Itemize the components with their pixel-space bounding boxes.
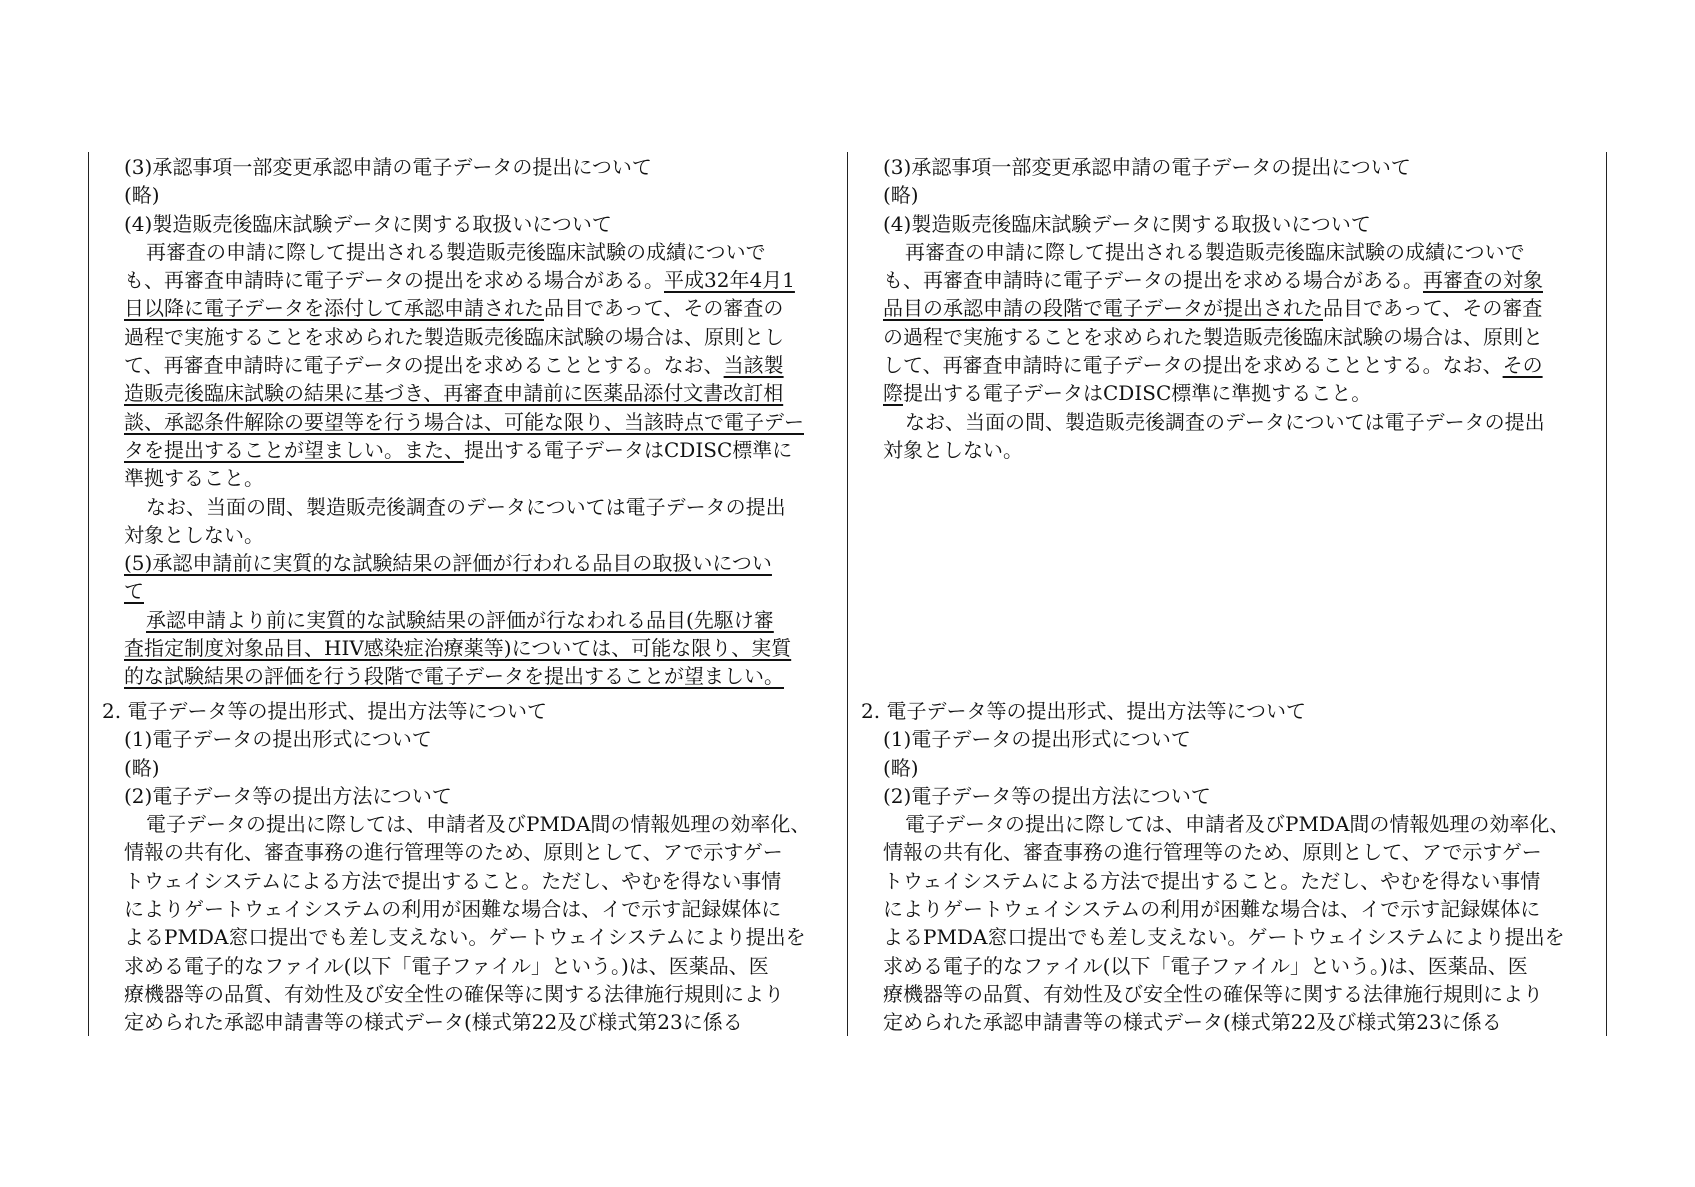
text-line [853, 379, 1583, 407]
text-segment: よるPMDA窓口提出でも差し支えない。ゲートウェイシステムにより提出を [883, 925, 1565, 950]
text-line [94, 181, 824, 209]
text-segment: (略) [883, 755, 919, 780]
text-segment: (3)承認事項一部変更承認申請の電子データの提出について [124, 155, 652, 179]
text-line [94, 464, 824, 492]
text-segment: 求める電子的なファイル(以下「電子ファイル」という。)は、医薬品、医 [883, 953, 1528, 978]
text-segment: トウェイシステムによる方法で提出すること。ただし、やむを得ない事情 [124, 868, 782, 893]
text-line [94, 408, 824, 436]
text-segment: 2. 電子データ等の提出形式、提出方法等について [102, 699, 548, 723]
underlined-text-segment: 的な試験結果の評価を行う段階で電子データを提出することが望ましい。 [124, 664, 784, 689]
text-segment: 情報の共有化、審査事務の進行管理等のため、原則として、アで示すゲー [883, 840, 1542, 865]
right-column-original-text [853, 153, 1583, 1037]
text-line [94, 351, 824, 379]
underlined-text-segment: 日以降に電子データを添付して承認申請された [124, 296, 544, 321]
text-line [94, 577, 824, 605]
text-segment: 定められた承認申請書等の様式データ(様式第22及び様式第23に係る [124, 1010, 743, 1035]
text-line [94, 952, 824, 980]
text-segment: (略) [124, 183, 160, 208]
text-line [853, 810, 1583, 838]
text-line [853, 238, 1583, 266]
text-segment: (2)電子データ等の提出方法について [883, 783, 1211, 808]
text-segment: も、再審査申請時に電子データの提出を求める場合がある。 [883, 268, 1423, 293]
right-border-line [1606, 152, 1607, 1036]
underlined-text-segment: 際 [883, 381, 903, 406]
text-line [94, 697, 824, 725]
text-segment: 情報の共有化、審査事務の進行管理等のため、原則として、アで示すゲー [124, 840, 783, 865]
text-segment: 品目であって、その審査 [1323, 296, 1543, 321]
text-line [94, 379, 824, 407]
text-segment: 対象としない。 [124, 522, 264, 547]
underlined-text-segment: タを提出することが望ましい。また、 [124, 437, 464, 462]
text-segment: (4)製造販売後臨床試験データに関する取扱いについて [124, 211, 612, 236]
text-line [853, 153, 1583, 181]
text-segment: (略) [124, 755, 160, 780]
text-segment: 再審査の申請に際して提出される製造販売後臨床試験の成績についで [146, 239, 766, 264]
text-segment: によりゲートウェイシステムの利用が困難な場合は、イで示す記録媒体に [124, 897, 782, 922]
text-line [94, 549, 824, 577]
text-line [853, 754, 1583, 782]
text-segment: によりゲートウェイシステムの利用が困難な場合は、イで示す記録媒体に [883, 897, 1541, 922]
text-line [94, 323, 824, 351]
text-segment: て、再審査申請時に電子データの提出を求めることとする。なお、 [124, 353, 724, 378]
text-line [853, 782, 1583, 810]
text-line [853, 181, 1583, 209]
left-border-line [88, 152, 89, 1036]
text-line [853, 867, 1583, 895]
text-line [94, 634, 824, 662]
left-column-revised-text [94, 153, 824, 1037]
text-segment: 再審査の申請に際して提出される製造販売後臨床試験の成績についで [905, 239, 1525, 264]
text-line [94, 662, 824, 690]
text-segment: 療機器等の品質、有効性及び安全性の確保等に関する法律施行規則により [883, 981, 1543, 1006]
text-line [94, 266, 824, 294]
underlined-text-segment: 造販売後臨床試験の結果に基づき、再審査申請前に医薬品添付文書改訂相 [124, 381, 784, 406]
text-segment: なお、当面の間、製造販売後調査のデータについては電子データの提出 [146, 494, 786, 519]
text-segment: の過程で実施することを求められた製造販売後臨床試験の場合は、原則と [883, 324, 1543, 349]
text-line [94, 521, 824, 549]
underlined-text-segment: 平成32年4月1 [664, 268, 795, 293]
text-segment: (1)電子データの提出形式について [883, 727, 1191, 752]
right-top-section [853, 153, 1583, 697]
text-segment: 定められた承認申請書等の様式データ(様式第22及び様式第23に係る [883, 1010, 1502, 1035]
right-bottom-section [853, 697, 1583, 1037]
text-segment: 電子データの提出に際しては、申請者及びPMDA間の情報処理の効率化、 [905, 812, 1570, 837]
underlined-text-segment: (5)承認申請前に実質的な試験結果の評価が行われる品目の取扱いについ [124, 551, 772, 576]
text-line [853, 436, 1583, 464]
text-line [853, 838, 1583, 866]
underlined-text-segment: その [1502, 353, 1543, 378]
underlined-text-segment: 再審査の対象 [1423, 268, 1543, 293]
text-line [853, 266, 1583, 294]
text-line [853, 323, 1583, 351]
text-line [94, 210, 824, 238]
text-segment: トウェイシステムによる方法で提出すること。ただし、やむを得ない事情 [883, 868, 1541, 893]
underlined-text-segment: 品目の承認申請の段階で電子データが提出された [883, 296, 1323, 321]
text-line [853, 351, 1583, 379]
text-line [853, 895, 1583, 923]
text-line [94, 436, 824, 464]
text-segment: 対象としない。 [883, 437, 1023, 462]
text-segment: なお、当面の間、製造販売後調査のデータについては電子データの提出 [905, 409, 1545, 434]
text-segment: (1)電子データの提出形式について [124, 727, 432, 752]
text-line [94, 923, 824, 951]
text-line [94, 1008, 824, 1036]
text-line [94, 895, 824, 923]
text-segment: 品目であって、その審査の [544, 296, 784, 321]
text-segment: 求める電子的なファイル(以下「電子ファイル」という。)は、医薬品、医 [124, 953, 769, 978]
text-segment: (3)承認事項一部変更承認申請の電子データの提出について [883, 155, 1411, 179]
text-segment: 電子データの提出に際しては、申請者及びPMDA間の情報処理の効率化、 [146, 812, 811, 837]
text-segment: (略) [883, 183, 919, 208]
text-segment: よるPMDA窓口提出でも差し支えない。ゲートウェイシステムにより提出を [124, 925, 806, 950]
left-top-section [94, 153, 824, 697]
text-segment: 過程で実施することを求められた製造販売後臨床試験の場合は、原則とし [124, 324, 784, 349]
text-line [94, 782, 824, 810]
text-line [853, 725, 1583, 753]
text-segment: 療機器等の品質、有効性及び安全性の確保等に関する法律施行規則により [124, 981, 784, 1006]
text-segment: (2)電子データ等の提出方法について [124, 783, 452, 808]
text-line [853, 923, 1583, 951]
text-line [853, 980, 1583, 1008]
text-line [853, 294, 1583, 322]
text-line [853, 1008, 1583, 1036]
text-line [94, 153, 824, 181]
left-bottom-section [94, 697, 824, 1037]
text-line [94, 867, 824, 895]
underlined-text-segment: 談、承認条件解除の要望等を行う場合は、可能な限り、当該時点で電子デー [124, 409, 804, 434]
text-line [853, 408, 1583, 436]
text-line [94, 238, 824, 266]
text-line [853, 952, 1583, 980]
text-line [94, 493, 824, 521]
text-line [94, 980, 824, 1008]
text-segment: して、再審査申請時に電子データの提出を求めることとする。なお、 [883, 353, 1503, 378]
text-line [94, 294, 824, 322]
text-segment: 提出する電子データはCDISC標準に準拠すること。 [903, 381, 1372, 406]
text-line [94, 810, 824, 838]
text-segment: も、再審査申請時に電子データの提出を求める場合がある。 [124, 268, 664, 293]
text-line [94, 838, 824, 866]
text-segment: 提出する電子データはCDISC標準に [464, 437, 793, 462]
text-line [94, 754, 824, 782]
text-line [94, 725, 824, 753]
underlined-text-segment: 当該製 [723, 353, 784, 378]
underlined-text-segment: 承認申請より前に実質的な試験結果の評価が行なわれる品目(先駆け審 [146, 607, 774, 632]
text-segment: 準拠すること。 [124, 466, 264, 491]
underlined-text-segment: 査指定制度対象品目、HIV感染症治療薬等)については、可能な限り、実質 [124, 636, 792, 661]
center-divider-line [847, 152, 848, 1036]
text-line [853, 210, 1583, 238]
text-segment: (4)製造販売後臨床試験データに関する取扱いについて [883, 211, 1371, 236]
text-line [94, 606, 824, 634]
text-line [853, 697, 1583, 725]
underlined-text-segment: て [124, 579, 144, 604]
text-segment: 2. 電子データ等の提出形式、提出方法等について [861, 699, 1307, 723]
